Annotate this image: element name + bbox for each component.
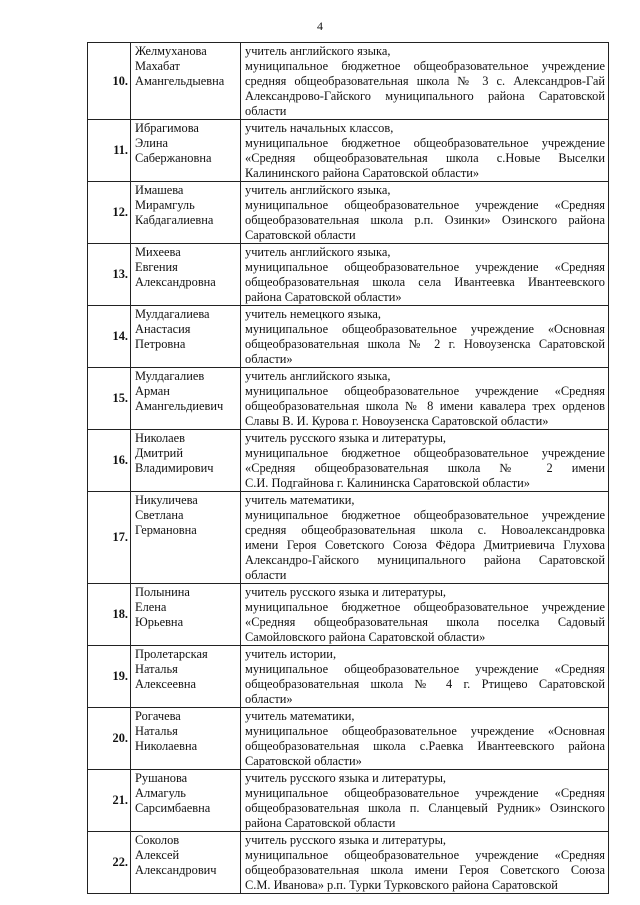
- school-line: имени Героя Советского Союза Фёдора Дмитриевича Глухова: [245, 538, 605, 552]
- workplace-cell: [241, 832, 609, 894]
- workplace-cell: [241, 182, 609, 244]
- teacher-name-cell: [131, 492, 241, 584]
- teacher-name-cell: [131, 584, 241, 646]
- school-line: общеобразовательная школа № 2 г. Новоузенска Саратовской: [245, 337, 605, 351]
- table-row: [88, 430, 609, 492]
- school-line: средняя общеобразовательная школа № 3 с. Александров-Гай: [245, 74, 605, 88]
- teacher-name-cell: [131, 43, 241, 120]
- teacher-position: учитель математики,: [245, 493, 355, 507]
- row-number-cell: [88, 708, 131, 770]
- school-line: общеобразовательная школа № 4 г. Ртищево Саратовской: [245, 677, 605, 691]
- workplace-cell: [241, 244, 609, 306]
- workplace-cell: [241, 492, 609, 584]
- table-row: [88, 646, 609, 708]
- teacher-position: учитель математики,: [245, 709, 355, 723]
- teacher-position: учитель истории,: [245, 647, 337, 661]
- school-line: муниципальное бюджетное общеобразовательное учреждение: [245, 600, 605, 614]
- school-line: муниципальное общеобразовательное учреждение «Средняя: [245, 786, 605, 800]
- workplace-cell: [241, 368, 609, 430]
- teacher-name-cell: [131, 244, 241, 306]
- school-line: С.М. Иванова» р.п. Турки Турковского района Саратовской: [245, 878, 558, 892]
- teacher-name-line: Мулдагалиев: [135, 369, 205, 383]
- school-line: общеобразовательная школа села Ивантеевка Ивантеевского: [245, 275, 605, 289]
- school-line: области: [245, 568, 287, 582]
- teacher-name-line: Никуличева: [135, 493, 198, 507]
- row-number: 21.: [112, 793, 128, 807]
- school-line: области»: [245, 352, 293, 366]
- teacher-name-line: Сарсимбаевна: [135, 801, 211, 815]
- table-row: [88, 244, 609, 306]
- school-line: Александро-Гайского муниципального района Саратовской: [245, 553, 605, 567]
- school-line: муниципальное общеобразовательное учреждение «Средняя: [245, 848, 605, 862]
- table-row: [88, 182, 609, 244]
- teacher-name-cell: [131, 708, 241, 770]
- row-number: 12.: [112, 205, 128, 219]
- row-number-cell: [88, 306, 131, 368]
- row-number: 19.: [112, 669, 128, 683]
- teacher-name-line: Николаевна: [135, 739, 198, 753]
- school-line: Калининского района Саратовской области»: [245, 166, 480, 180]
- row-number-cell: [88, 368, 131, 430]
- table-row: [88, 770, 609, 832]
- teacher-name-line: Рушанова: [135, 771, 188, 785]
- teacher-name-line: Мирамгуль: [135, 198, 195, 212]
- teacher-name-line: Наталья: [135, 724, 178, 738]
- school-line: Саратовской области: [245, 228, 356, 242]
- teacher-name-line: Алексеевна: [135, 677, 196, 691]
- teacher-name-cell: [131, 182, 241, 244]
- teacher-name-line: Евгения: [135, 260, 178, 274]
- teacher-name-line: Амангельдиевич: [135, 399, 224, 413]
- teacher-position: учитель русского языка и литературы,: [245, 833, 447, 847]
- school-line: общеобразовательная школа п. Сланцевый Рудник» Озинского: [245, 801, 605, 815]
- school-line: С.И. Подгайнова г. Калининска Саратовской области»: [245, 476, 530, 490]
- teacher-name-line: Михеева: [135, 245, 181, 259]
- row-number-cell: [88, 646, 131, 708]
- teacher-position: учитель немецкого языка,: [245, 307, 382, 321]
- school-line: района Саратовской области: [245, 816, 396, 830]
- teacher-name-line: Полынина: [135, 585, 190, 599]
- teacher-position: учитель английского языка,: [245, 245, 391, 259]
- school-line: муниципальное бюджетное общеобразовательное учреждение: [245, 136, 605, 150]
- school-line: муниципальное бюджетное общеобразовательное учреждение: [245, 508, 605, 522]
- teacher-name-line: Александровна: [135, 275, 216, 289]
- school-line: общеобразовательная школа № 8 имени кавалера трех орденов: [245, 399, 605, 413]
- teacher-name-line: Кабдагалиевна: [135, 213, 214, 227]
- row-number-cell: [88, 832, 131, 894]
- row-number: 15.: [112, 391, 128, 405]
- school-line: «Средняя общеобразовательная школа с.Новые Выселки: [245, 151, 605, 165]
- table-row: [88, 368, 609, 430]
- teacher-name-line: Елена: [135, 600, 167, 614]
- teacher-name-line: Петровна: [135, 337, 186, 351]
- school-line: района Саратовской области»: [245, 290, 402, 304]
- table-row: [88, 708, 609, 770]
- school-line: «Средняя общеобразовательная школа № 2 имени: [245, 461, 605, 475]
- teacher-table-body: [88, 43, 609, 894]
- school-line: муниципальное бюджетное общеобразовательное учреждение: [245, 59, 605, 73]
- teacher-name-line: Соколов: [135, 833, 180, 847]
- teacher-name-line: Сабержановна: [135, 151, 212, 165]
- row-number-cell: [88, 120, 131, 182]
- teacher-name-line: Имашева: [135, 183, 184, 197]
- workplace-cell: [241, 770, 609, 832]
- school-line: общеобразовательная школа с.Раевка Ивантеевского района: [245, 739, 605, 753]
- teacher-name-line: Алексей: [135, 848, 180, 862]
- teacher-name-line: Махабат: [135, 59, 180, 73]
- teacher-name-line: Владимирович: [135, 461, 214, 475]
- table-row: [88, 584, 609, 646]
- teacher-name-line: Мулдагалиева: [135, 307, 210, 321]
- table-row: [88, 492, 609, 584]
- teacher-name-line: Алмагуль: [135, 786, 186, 800]
- row-number: 16.: [112, 453, 128, 467]
- teacher-name-cell: [131, 770, 241, 832]
- teacher-position: учитель русского языка и литературы,: [245, 431, 447, 445]
- row-number-cell: [88, 770, 131, 832]
- school-line: общеобразовательная школа р.п. Озинки» Озинского района: [245, 213, 605, 227]
- teacher-name-cell: [131, 120, 241, 182]
- row-number-cell: [88, 430, 131, 492]
- school-line: области»: [245, 692, 293, 706]
- table-row: [88, 306, 609, 368]
- school-line: муниципальное общеобразовательное учреждение «Основная: [245, 322, 605, 336]
- row-number: 11.: [113, 143, 128, 157]
- workplace-cell: [241, 120, 609, 182]
- teacher-name-line: Дмитрий: [135, 446, 183, 460]
- teacher-name-line: Пролетарская: [135, 647, 208, 661]
- school-line: муниципальное общеобразовательное учреждение «Средняя: [245, 662, 605, 676]
- row-number-cell: [88, 182, 131, 244]
- workplace-cell: [241, 43, 609, 120]
- teacher-name-line: Николаев: [135, 431, 186, 445]
- school-line: муниципальное бюджетное общеобразовательное учреждение: [245, 446, 605, 460]
- teacher-name-cell: [131, 832, 241, 894]
- school-line: муниципальное общеобразовательное учреждение «Средняя: [245, 384, 605, 398]
- workplace-cell: [241, 306, 609, 368]
- teacher-name-line: Анастасия: [135, 322, 191, 336]
- teacher-name-line: Наталья: [135, 662, 178, 676]
- teacher-position: учитель английского языка,: [245, 44, 391, 58]
- teacher-name-cell: [131, 430, 241, 492]
- school-line: общеобразовательная школа имени Героя Советского Союза: [245, 863, 605, 877]
- school-line: Славы В. И. Курова г. Новоузенска Саратовской области»: [245, 414, 549, 428]
- page-number: 4: [317, 19, 323, 33]
- workplace-cell: [241, 646, 609, 708]
- row-number-cell: [88, 492, 131, 584]
- row-number: 13.: [112, 267, 128, 281]
- school-line: муниципальное общеобразовательное учреждение «Средняя: [245, 260, 605, 274]
- teacher-name-line: Ибрагимова: [135, 121, 199, 135]
- workplace-cell: [241, 430, 609, 492]
- teacher-name-cell: [131, 306, 241, 368]
- teacher-name-line: Арман: [135, 384, 170, 398]
- row-number: 14.: [112, 329, 128, 343]
- table-row: [88, 120, 609, 182]
- workplace-cell: [241, 584, 609, 646]
- teacher-table: [87, 42, 609, 894]
- school-line: Самойловского района Саратовской области»: [245, 630, 486, 644]
- row-number-cell: [88, 43, 131, 120]
- teacher-name-line: Рогачева: [135, 709, 181, 723]
- teacher-name-cell: [131, 368, 241, 430]
- school-line: Александрово-Гайского муниципального района Саратовской: [245, 89, 605, 103]
- workplace-cell: [241, 708, 609, 770]
- school-line: муниципальное общеобразовательное учреждение «Основная: [245, 724, 605, 738]
- school-line: Саратовской области»: [245, 754, 362, 768]
- teacher-name-line: Светлана: [135, 508, 184, 522]
- row-number-cell: [88, 584, 131, 646]
- row-number-cell: [88, 244, 131, 306]
- school-line: муниципальное общеобразовательное учреждение «Средняя: [245, 198, 605, 212]
- school-line: средняя общеобразовательная школа с. Новоалександровка: [245, 523, 605, 537]
- table-row: [88, 43, 609, 120]
- table-row: [88, 832, 609, 894]
- teacher-position: учитель русского языка и литературы,: [245, 585, 447, 599]
- teacher-position: учитель английского языка,: [245, 369, 391, 383]
- teacher-position: учитель английского языка,: [245, 183, 391, 197]
- teacher-name-line: Элина: [135, 136, 168, 150]
- teacher-name-cell: [131, 646, 241, 708]
- teacher-position: учитель начальных классов,: [245, 121, 394, 135]
- row-number: 22.: [112, 855, 128, 869]
- row-number: 10.: [112, 73, 128, 88]
- row-number: 17.: [112, 530, 128, 544]
- teacher-name-line: Германовна: [135, 523, 197, 537]
- school-line: области: [245, 104, 287, 118]
- teacher-name-line: Юрьевна: [135, 615, 184, 629]
- teacher-name-line: Александрович: [135, 863, 217, 877]
- row-number: 20.: [112, 731, 128, 745]
- school-line: «Средняя общеобразовательная школа поселка Садовый: [245, 615, 605, 629]
- teacher-name-line: Амангельдыевна: [135, 74, 225, 88]
- row-number: 18.: [112, 607, 128, 621]
- teacher-position: учитель русского языка и литературы,: [245, 771, 447, 785]
- teacher-name-line: Желмуханова: [135, 44, 207, 58]
